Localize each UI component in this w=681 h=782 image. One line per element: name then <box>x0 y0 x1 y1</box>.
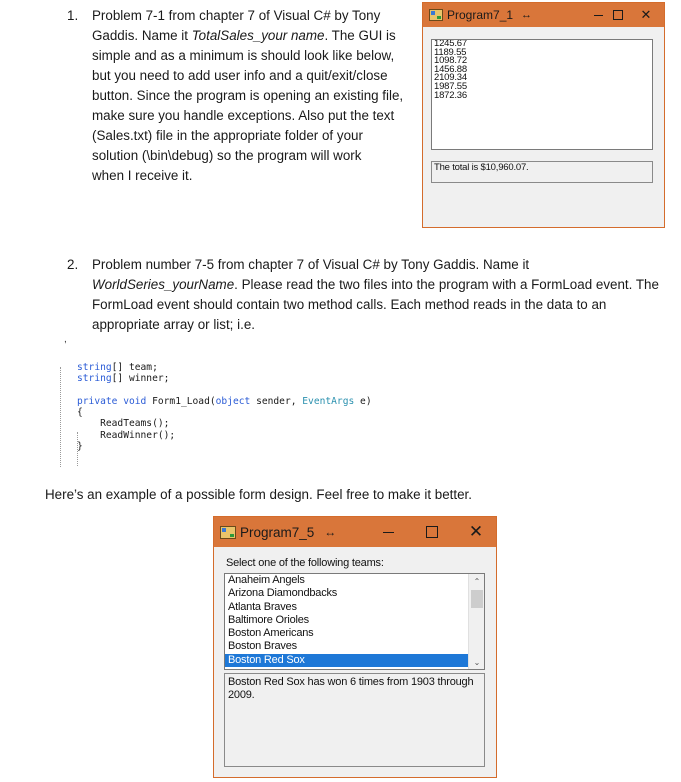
sales-value[interactable]: 1189.55 <box>434 46 467 58</box>
team-list-item[interactable]: Arizona Diamondbacks <box>228 587 338 600</box>
close-button[interactable]: ✕ <box>468 522 484 541</box>
window-titlebar[interactable] <box>423 3 664 27</box>
problem-2-line: FormLoad event should contain two method calls. Each method reads in the data to an <box>92 297 607 312</box>
scroll-up-icon[interactable]: ⌃ <box>473 576 481 586</box>
problem-1-line: solution (\bin\debug) so the program will work <box>92 148 362 163</box>
sales-value[interactable]: 1987.55 <box>434 80 467 92</box>
code-keyword: string <box>77 373 112 385</box>
problem-1-line: make sure you handle exceptions. Also put the text <box>92 108 395 123</box>
code-line: string[] winner; <box>77 373 170 385</box>
code-line: ReadWinner(); <box>77 429 176 441</box>
sales-value[interactable]: 1872.36 <box>434 89 467 101</box>
code-keyword: string <box>77 362 112 373</box>
problem-1-text <box>92 6 412 186</box>
code-keyword: object <box>215 395 251 407</box>
problem-2-text <box>92 255 672 335</box>
problem-2-line: WorldSeries_yourName. Please read the two files into the program with a FormLoad event. The <box>92 277 659 292</box>
code-gutter-line <box>60 367 61 467</box>
code-keyword: void <box>123 395 147 407</box>
code-type: EventArgs <box>302 395 355 407</box>
code-keyword: private <box>77 395 118 407</box>
listbox-scrollbar[interactable] <box>468 574 484 669</box>
window-titlebar[interactable] <box>214 517 496 547</box>
sales-value[interactable]: 2109.34 <box>434 72 467 84</box>
sales-value[interactable]: 1098.72 <box>434 55 467 67</box>
problem-1-line: when I receive it. <box>92 168 193 183</box>
resize-arrow-icon: ↔ <box>324 525 337 539</box>
minimize-button[interactable] <box>366 517 410 547</box>
teams-listbox[interactable] <box>224 573 485 670</box>
code-line: private void Form1_Load(object sender, EventArgs e) <box>77 395 372 407</box>
app-icon <box>429 9 443 21</box>
team-list-item[interactable]: Atlanta Braves <box>228 600 297 613</box>
problem-1-number: 1. <box>67 8 79 23</box>
team-list-item[interactable]: Baltimore Orioles <box>228 613 309 626</box>
scroll-down-icon[interactable]: ⌄ <box>473 657 481 667</box>
resize-arrow-icon: ↔ <box>521 9 533 21</box>
app-icon <box>220 526 236 539</box>
problem-2-number: 2. <box>67 257 79 272</box>
code-line: } <box>77 441 83 453</box>
problem-1-line: but you need to add user info and a quit/exit/close <box>92 68 388 83</box>
scroll-thumb[interactable] <box>471 590 483 608</box>
program7-5-window <box>213 516 497 778</box>
sales-value[interactable]: 1245.67 <box>434 39 467 49</box>
sales-listbox[interactable] <box>431 39 653 150</box>
close-button[interactable]: ✕ <box>640 7 652 22</box>
team-list-item[interactable]: Boston Braves <box>228 640 297 653</box>
emphasized-name: TotalSales_your name <box>191 28 325 43</box>
problem-1-line: (Sales.txt) file in the appropriate folder of your <box>92 128 363 143</box>
code-snippet <box>77 362 372 452</box>
problem-1-line: Problem 7-1 from chapter 7 of Visual C# by Tony <box>92 8 381 23</box>
team-list-item[interactable]: Anaheim Angels <box>228 574 305 586</box>
code-line: ReadTeams(); <box>77 418 170 430</box>
sales-value[interactable]: 1456.88 <box>434 63 467 75</box>
result-label: Boston Red Sox has won 6 times from 1903 through 2009. <box>224 673 485 767</box>
code-line: string[] team; <box>77 362 158 373</box>
team-list-item[interactable]: Boston Red Sox <box>225 654 484 667</box>
problem-2-line: Problem number 7-5 from chapter 7 of Visual C# by Tony Gaddis. Name it <box>92 257 530 272</box>
emphasized-name: WorldSeries_yourName <box>92 277 235 292</box>
total-label: The total is $10,960.07. <box>431 161 653 183</box>
problem-1-line: Gaddis. Name it TotalSales_your name. The GUI is <box>92 28 396 43</box>
program7-1-window <box>422 2 665 228</box>
maximize-button[interactable] <box>410 517 454 547</box>
problem-2-line: appropriate array or list; i.e. <box>92 317 255 332</box>
code-line: { <box>77 407 83 419</box>
select-team-label: Select one of the following teams: <box>226 557 384 569</box>
window-title: Program7_5 <box>240 524 315 540</box>
example-note: Here’s an example of a possible form design. Feel free to make it better. <box>45 487 472 502</box>
code-line <box>77 385 372 396</box>
problem-1-line: button. Since the program is opening an existing file, <box>92 88 404 103</box>
stray-mark: , <box>64 334 67 345</box>
problem-1-line: simple and as a minimum is should look like below, <box>92 48 395 63</box>
team-list-item[interactable]: Boston Americans <box>228 627 314 640</box>
window-title: Program7_1 <box>447 8 514 22</box>
team-items <box>225 574 484 667</box>
